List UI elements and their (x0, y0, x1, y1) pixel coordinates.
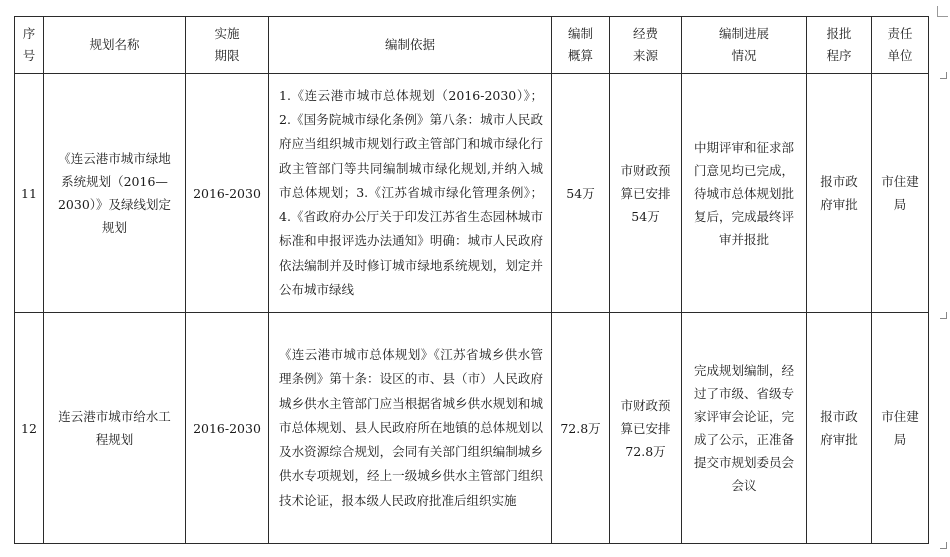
funding-source: 市财政预 算已安排 72.8万 (610, 313, 682, 544)
table-row (15, 74, 929, 313)
header-basis: 编制依据 (269, 17, 552, 74)
row-end-mark (940, 72, 947, 79)
header-period: 实施 期限 (186, 17, 269, 74)
table-header-row (15, 17, 929, 74)
header-unit: 责任 单位 (872, 17, 929, 74)
header-progress: 编制进展 情况 (682, 17, 807, 74)
header-funding: 经费 来源 (610, 17, 682, 74)
compilation-basis: 1.《连云港市城市总体规划（2016-2030）》；2.《国务院城市绿化条例》第八条：城市人民政府应当组织城市规划行政主管部门和城市绿化行政主管部门等共同编制城市绿化规划,并纳入城市总体规划；3.《江苏省城市绿化管理条例》；4.《省政府办公厅关于印发江苏省生态园林城市标准和申报评选办法通知》明确：城市人民政府依法编制并及时修订城市绿地系统规划，划定并公布城市绿线 (269, 74, 552, 313)
header-index: 序 号 (15, 17, 44, 74)
plan-name: 《连云港市城市绿地 系统规划（2016— 2030）》及绿线划定 规划 (44, 74, 186, 313)
responsible-unit: 市住建 局 (872, 74, 929, 313)
row-index: 11 (15, 74, 44, 313)
page-corner-mark (937, 6, 948, 17)
planning-table (14, 16, 929, 544)
header-plan-name: 规划名称 (44, 17, 186, 74)
row-end-mark (940, 312, 947, 319)
plan-name: 连云港市城市给水工 程规划 (44, 313, 186, 544)
progress-status: 完成规划编制，经过了市级、省级专家评审会论证，完成了公示，正准备提交市规划委员会会议 (682, 313, 807, 544)
row-end-mark (940, 542, 947, 549)
header-budget: 编制 概算 (552, 17, 610, 74)
funding-source: 市财政预 算已安排 54万 (610, 74, 682, 313)
budget-estimate: 72.8万 (552, 313, 610, 544)
approval-procedure: 报市政 府审批 (807, 74, 872, 313)
header-approval: 报批 程序 (807, 17, 872, 74)
implementation-period: 2016-2030 (186, 74, 269, 313)
progress-status: 中期评审和征求部门意见均已完成，待城市总体规划批复后，完成最终评审并报批 (682, 74, 807, 313)
table-row (15, 313, 929, 544)
implementation-period: 2016-2030 (186, 313, 269, 544)
compilation-basis: 《连云港市城市总体规划》《江苏省城乡供水管理条例》第十条：设区的市、县（市）人民政府城乡供水主管部门应当根据省城乡供水规划和城市总体规划、县人民政府所在地镇的总体规划以及水资源综合规划，会同有关部门组织编制城乡供水专项规划，经上一级城乡供水主管部门组织技术论证，报本级人民政府批准后组织实施 (269, 313, 552, 544)
row-index: 12 (15, 313, 44, 544)
responsible-unit: 市住建 局 (872, 313, 929, 544)
approval-procedure: 报市政 府审批 (807, 313, 872, 544)
budget-estimate: 54万 (552, 74, 610, 313)
